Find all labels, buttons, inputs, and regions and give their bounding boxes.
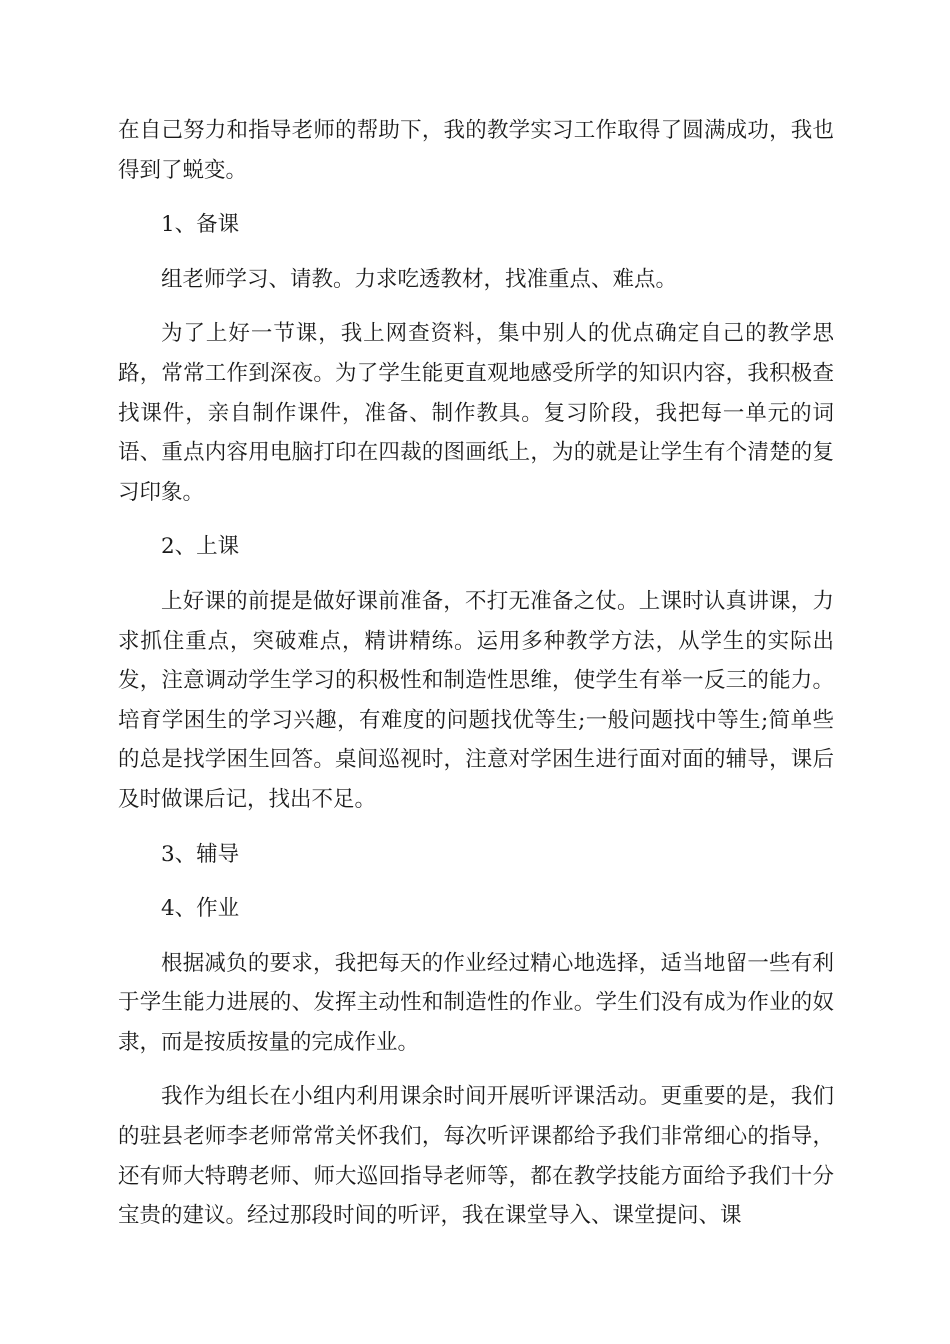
section-heading-lesson-prep: 1、备课 [161,212,240,238]
body-paragraph: 组老师学习、请教。力求吃透教材，找准重点、难点。 [161,266,678,292]
section-heading-homework: 4、作业 [161,896,240,922]
body-paragraph-intro: 在自己努力和指导老师的帮助下，我的教学实习工作取得了圆满成功，我也得到了蜕变。 [118,118,834,183]
document-page [118,111,834,1251]
body-paragraph: 为了上好一节课，我上网查资料，集中别人的优点确定自己的教学思路，常常工作到深夜。为了学生能更直观地感受所学的知识内容，我积极查找课件，亲自制作课件，准备、制作教具。复习阶段，我把每一单元的词语、重点内容用电脑打印在四裁的图画纸上，为的就是让学生有个清楚的复习印象。 [118,321,834,505]
section-heading-tutoring: 3、辅导 [161,841,240,867]
body-paragraph: 根据减负的要求，我把每天的作业经过精心地选择，适当地留一些有利于学生能力进展的、发挥主动性和制造性的作业。学生们没有成为作业的奴隶，而是按质按量的完成作业。 [118,950,834,1055]
section-heading-teaching: 2、上课 [161,534,240,560]
body-paragraph: 上好课的前提是做好课前准备，不打无准备之仗。上课时认真讲课，力求抓住重点，突破难点，精讲精练。运用多种教学方法，从学生的实际出发，注意调动学生学习的积极性和制造性思维，使学生有举一反三的能力。培育学困生的学习兴趣，有难度的问题找优等生;一般问题找中等生;简单些的总是找学困生回答。桌间巡视时，注意对学困生进行面对面的辅导，课后及时做课后记，找出不足。 [118,588,834,812]
body-paragraph: 我作为组长在小组内利用课余时间开展听评课活动。更重要的是，我们的驻县老师李老师常常关怀我们，每次听评课都给予我们非常细心的指导，还有师大特聘老师、师大巡回指导老师等，都在教学技能方面给予我们十分宝贵的建议。经过那段时间的听评，我在课堂导入、课堂提问、课 [118,1084,834,1229]
